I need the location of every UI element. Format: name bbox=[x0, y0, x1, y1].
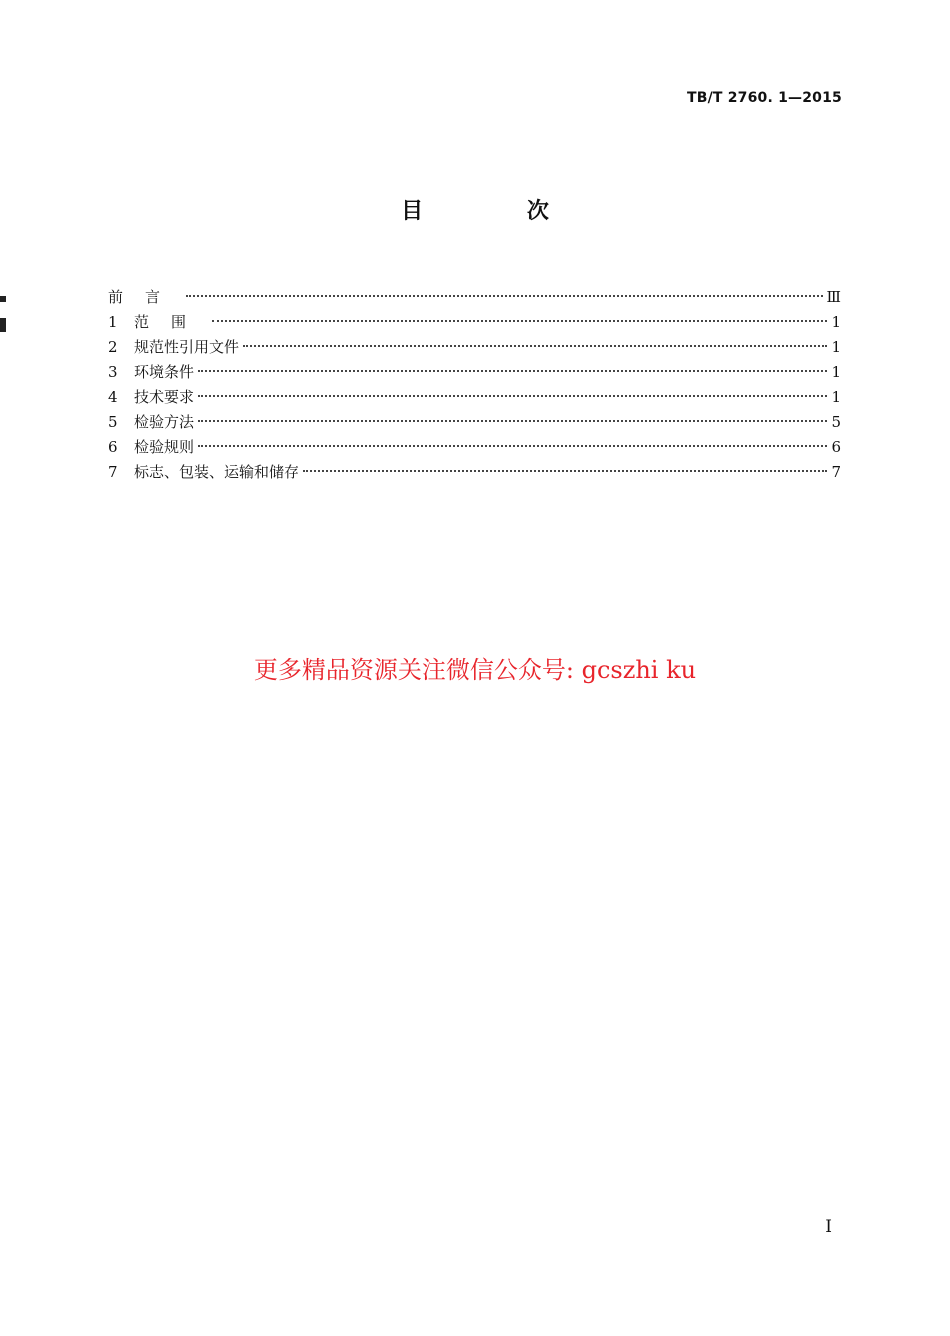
toc-entry-number: 7 bbox=[108, 463, 118, 481]
standard-number: TB/T 2760. 1—2015 bbox=[686, 90, 842, 106]
toc-entry-page: 6 bbox=[831, 438, 841, 456]
toc-entry-number: 3 bbox=[108, 363, 118, 381]
toc-entry-environmental-conditions[interactable] bbox=[108, 360, 841, 385]
toc-entry-page: 1 bbox=[831, 338, 841, 356]
toc-entry-number: 4 bbox=[108, 388, 118, 406]
toc-entry-page: Ⅲ bbox=[826, 288, 841, 306]
toc-entry-label: 检验方法 bbox=[134, 413, 195, 431]
toc-entry-page: 1 bbox=[831, 388, 841, 406]
scan-edge-mark bbox=[0, 296, 6, 302]
toc-entry-page: 7 bbox=[831, 463, 841, 481]
toc-entry-label: 范围 bbox=[134, 313, 209, 331]
toc-entry-inspection-rules[interactable] bbox=[108, 435, 841, 460]
table-of-contents bbox=[108, 285, 841, 485]
toc-entry-page: 5 bbox=[831, 413, 841, 431]
toc-dot-leader bbox=[198, 370, 827, 372]
toc-dot-leader bbox=[186, 295, 823, 297]
toc-entry-page: 1 bbox=[831, 313, 841, 331]
toc-entry-label: 标志、包装、运输和储存 bbox=[134, 463, 300, 481]
toc-entry-marking-packaging[interactable] bbox=[108, 460, 841, 485]
toc-dot-leader bbox=[198, 395, 827, 397]
toc-entry-scope[interactable] bbox=[108, 310, 841, 335]
toc-entry-label: 前言 bbox=[108, 288, 183, 306]
toc-dot-leader bbox=[303, 470, 827, 472]
toc-dot-leader bbox=[243, 345, 827, 347]
page-number: I bbox=[825, 1217, 832, 1237]
toc-entry-label: 规范性引用文件 bbox=[134, 338, 240, 356]
toc-dot-leader bbox=[198, 445, 827, 447]
toc-entry-number: 1 bbox=[108, 313, 118, 331]
toc-dot-leader bbox=[198, 420, 827, 422]
scan-edge-mark bbox=[0, 318, 6, 332]
toc-entry-label: 技术要求 bbox=[134, 388, 195, 406]
toc-entry-foreword[interactable] bbox=[108, 285, 841, 310]
toc-entry-number: 5 bbox=[108, 413, 118, 431]
toc-entry-number: 2 bbox=[108, 338, 118, 356]
toc-entry-number: 6 bbox=[108, 438, 118, 456]
watermark-text: 更多精品资源关注微信公众号: gcszhi ku bbox=[253, 656, 697, 684]
toc-entry-test-methods[interactable] bbox=[108, 410, 841, 435]
toc-entry-technical-requirements[interactable] bbox=[108, 385, 841, 410]
toc-entry-page: 1 bbox=[831, 363, 841, 381]
toc-title: 目 次 bbox=[401, 199, 597, 224]
toc-entry-label: 环境条件 bbox=[134, 363, 195, 381]
toc-dot-leader bbox=[212, 320, 827, 322]
toc-entry-normative-references[interactable] bbox=[108, 335, 841, 360]
toc-entry-label: 检验规则 bbox=[134, 438, 195, 456]
